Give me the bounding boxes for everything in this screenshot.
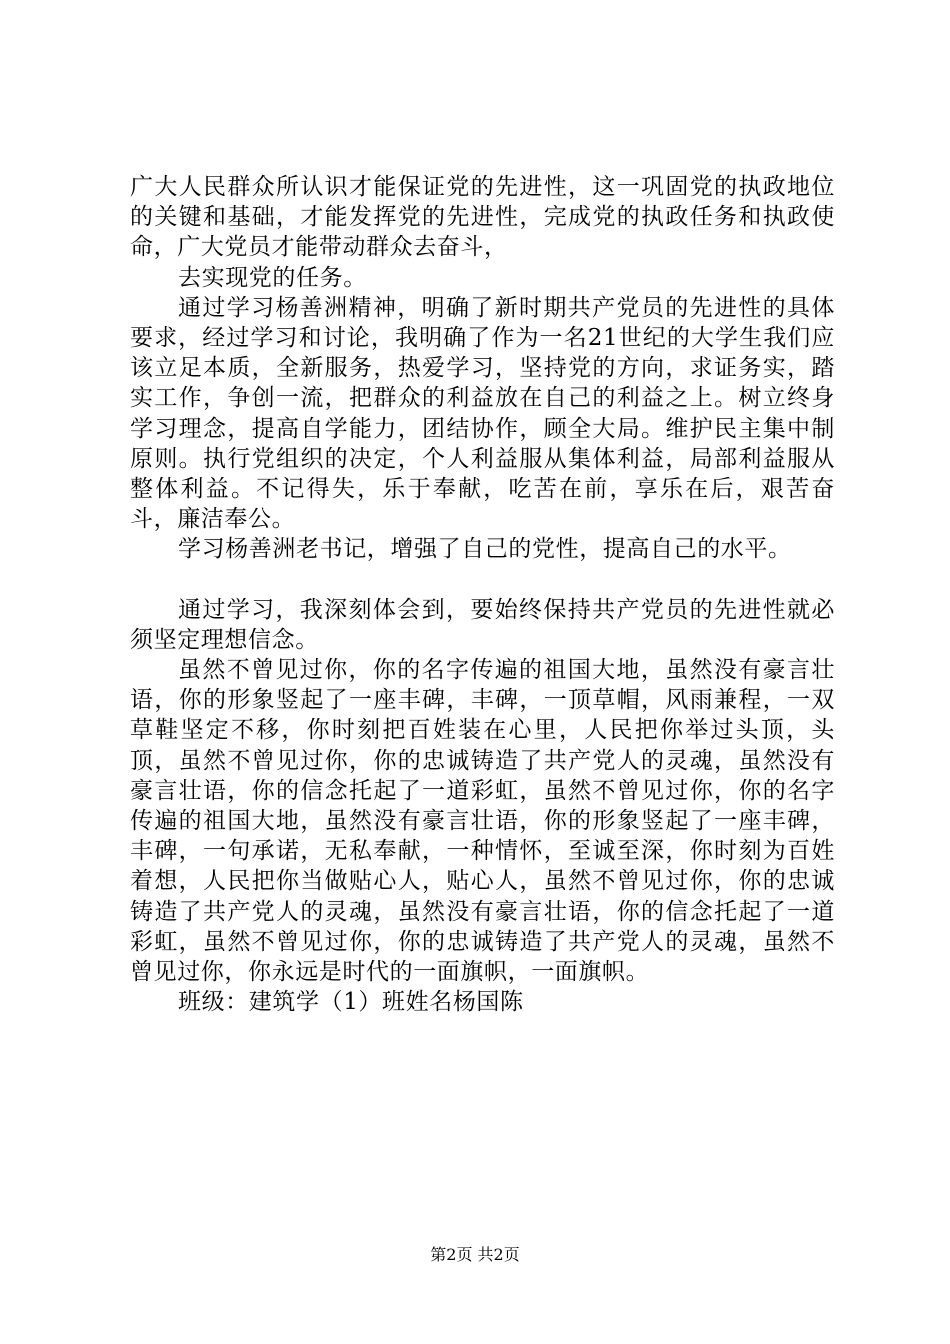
paragraph-learning-summary: 学习杨善洲老书记，增强了自己的党性，提高自己的水平。 — [178, 536, 792, 563]
paragraph-continuation: 广大人民群众所认识才能保证党的先进性，这一巩固党的执政地位的关键和基础，才能发挥党的先进性，完成党的执政任务和执政使命，广大党员才能带动群众去奋斗， — [130, 174, 835, 261]
paragraph-ideals: 通过学习，我深刻体会到，要始终保持共产党员的先进性就必须坚定理想信念。 — [130, 596, 835, 653]
paragraph-tribute: 虽然不曾见过你，你的名字传遍的祖国大地，虽然没有豪言壮语，你的形象竖起了一座丰碑，丰碑，一顶草帽，风雨兼程，一双草鞋坚定不移，你时刻把百姓装在心里，人民把你举过头顶，头顶，虽然不曾见过你，你的忠诚铸造了共产党人的灵魂，虽然没有豪言壮语，你的信念托起了一道彩虹，虽然不曾见过你，你的名字传遍的祖国大地，虽然没有豪言壮语，你的形象竖起了一座丰碑，丰碑，一句承诺，无私奉献，一种情怀，至诚至深，你时刻为百姓着想，人民把你当做贴心人，贴心人，虽然不曾见过你，你的忠诚铸造了共产党人的灵魂，虽然没有豪言壮语，你的信念托起了一道彩虹，虽然不曾见过你，你的忠诚铸造了共产党人的灵魂，虽然不曾见过你，你永远是时代的一面旗帜，一面旗帜。 — [130, 657, 835, 986]
document-body — [130, 172, 835, 1017]
paragraph-gap — [130, 565, 835, 595]
paragraph-task: 去实现党的任务。 — [178, 264, 367, 291]
author-signature-line: 班级：建筑学（1）班姓名杨国陈 — [178, 989, 524, 1016]
page-number-footer: 第2页 共2页 — [430, 1245, 520, 1264]
paragraph-study-requirements: 通过学习杨善洲精神，明确了新时期共产党员的先进性的具体要求，经过学习和讨论，我明确了作为一名21世纪的大学生我们应该立足本质，全新服务，热爱学习，坚持党的方向，求证务实，踏实工作，争创一流，把群众的利益放在自己的利益之上。树立终身学习理念，提高自学能力，团结协作，顾全大局。维护民主集中制原则。执行党组织的决定，个人利益服从集体利益，局部利益服从整体利益。不记得失，乐于奉献，吃苦在前，享乐在后，艰苦奋斗，廉洁奉公。 — [130, 294, 835, 533]
